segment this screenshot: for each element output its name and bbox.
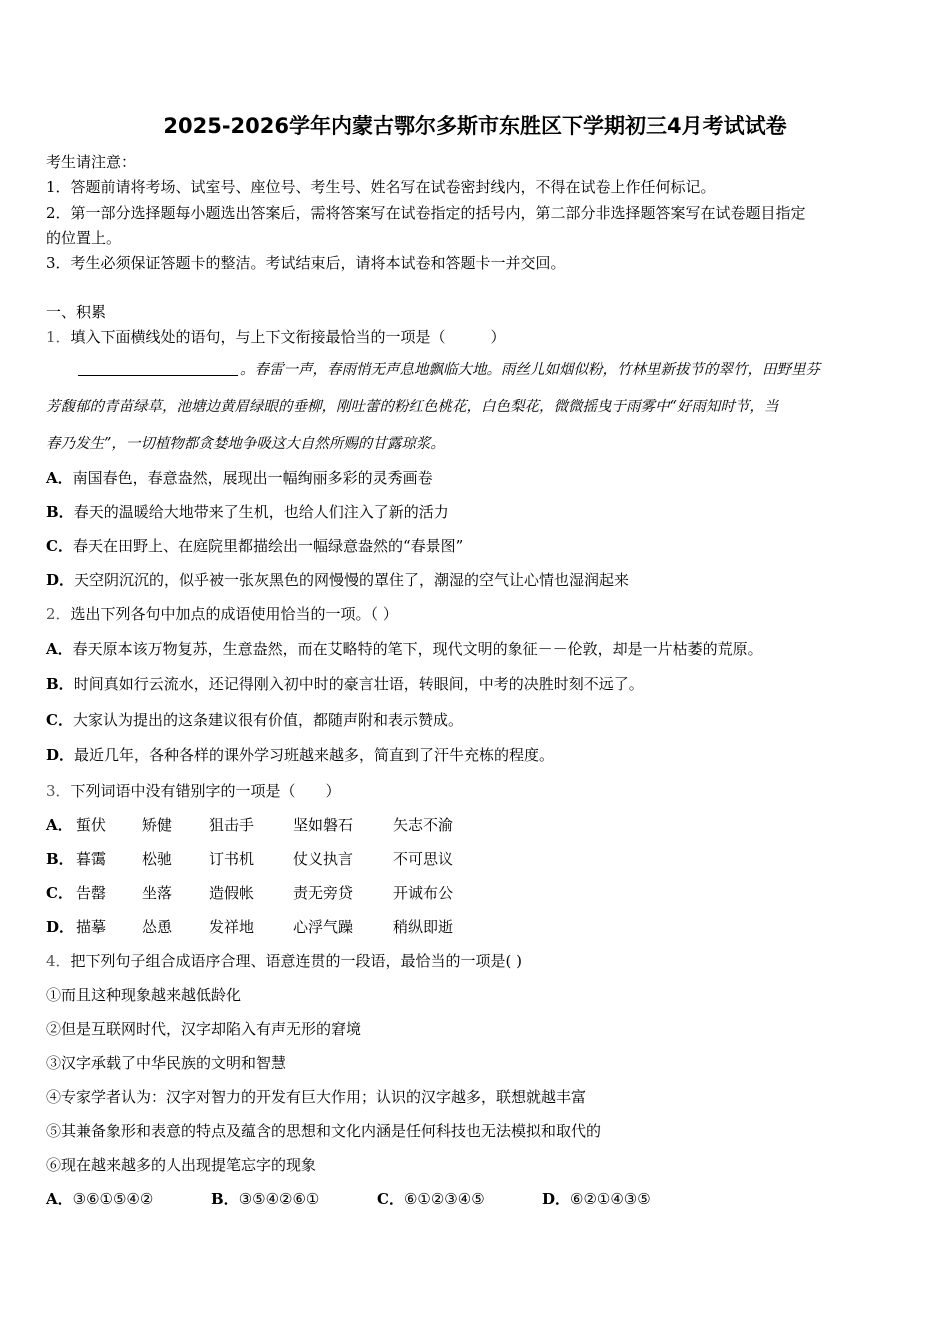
- question-3-option-c: [46, 883, 453, 903]
- option-text: 时间真如行云流水，还记得刚入初中时的豪言壮语，转眼间，中考的决胜时刻不远了。: [73, 675, 644, 693]
- word: 告罄: [76, 884, 107, 902]
- question-3-option-d: [46, 917, 453, 937]
- question-4-stem: [46, 951, 522, 971]
- option-text: 南国春色，春意盎然，展现出一幅绚丽多彩的灵秀画卷: [72, 469, 433, 487]
- passage-text: 。春雷一声，春雨悄无声息地飘临大地。雨丝儿如烟似粉，竹林里新拔节的翠竹，田野里芬: [240, 362, 820, 378]
- question-4-sentence-6: ⑥现在越来越多的人出现提笔忘字的现象: [46, 1156, 317, 1174]
- question-2-option-c: [46, 710, 463, 730]
- question-3-text: 下列词语中没有错别字的一项是（ ）: [70, 782, 341, 800]
- question-2-number: 2．: [46, 605, 71, 623]
- question-3-number: 3．: [46, 782, 71, 800]
- question-4-sentence-3: ③汉字承载了中华民族的文明和智慧: [46, 1054, 287, 1072]
- option-text: ⑥①②③④⑤: [403, 1190, 485, 1208]
- option-label: A．: [46, 1190, 73, 1208]
- option-label: D．: [46, 571, 75, 589]
- question-4-number: 4．: [46, 952, 71, 970]
- option-text: 春天原本该万物复苏，生意盎然，而在艾略特的笔下，现代文明的象征－－伦敦，却是一片枯萎的荒原。: [72, 640, 763, 658]
- option-text: 大家认为提出的这条建议很有价值，都随声附和表示赞成。: [72, 711, 463, 729]
- word: 暮霭: [76, 850, 107, 868]
- question-1-passage-line-3: 春乃发生”，一切植物都贪婪地争吸这大自然所赐的甘露琼浆。: [46, 436, 445, 452]
- question-1-text: 填入下面横线处的语句，与上下文衔接最恰当的一项是（ ）: [70, 328, 506, 346]
- question-3-option-a: [46, 815, 453, 835]
- option-label: B．: [46, 850, 74, 868]
- question-4-options: [46, 1189, 651, 1209]
- option-text: ⑥②①④③⑤: [570, 1190, 651, 1208]
- notice-item-2-line-2: 的位置上。: [46, 229, 122, 247]
- question-1-option-a: [46, 468, 433, 488]
- option-text: 春天的温暖给大地带来了生机，也给人们注入了新的活力: [73, 503, 449, 521]
- option-label: A．: [46, 816, 73, 834]
- word: 仗义执言: [293, 850, 354, 868]
- question-1-option-d: [46, 570, 629, 590]
- option-label: D．: [46, 918, 75, 936]
- question-1-passage-line-1: [78, 360, 820, 380]
- word: 描摹: [76, 918, 107, 936]
- question-2-text: 选出下列各句中加点的成语使用恰当的一项。（ ）: [70, 605, 398, 623]
- option-text: 天空阴沉沉的，似乎被一张灰黑色的网慢慢的罩住了，潮湿的空气让心情也湿润起来: [74, 571, 630, 589]
- option-text: 最近几年，各种各样的课外学习班越来越多，简直到了汗牛充栋的程度。: [74, 746, 555, 764]
- option-label: B．: [211, 1190, 239, 1208]
- question-2-option-b: [46, 674, 644, 694]
- word: 心浮气躁: [293, 918, 354, 936]
- word: 责无旁贷: [293, 884, 354, 902]
- question-4-option-b: [211, 1189, 377, 1209]
- word: 矢志不渝: [393, 816, 454, 834]
- question-1-option-b: [46, 502, 449, 522]
- question-4-sentence-2: ②但是互联网时代，汉字却陷入有声无形的窘境: [46, 1020, 362, 1038]
- question-3-stem: [46, 781, 341, 801]
- question-4-text: 把下列句子组合成语序合理、语意连贯的一段语，最恰当的一项是( ): [70, 952, 523, 970]
- word: 造假帐: [209, 884, 255, 902]
- option-text: 春天在田野上、在庭院里都描绘出一幅绿意盎然的“春景图”: [72, 537, 464, 555]
- question-1-passage-line-2: 芳馥郁的青苗绿草，池塘边黄眉绿眼的垂柳，刚吐蕾的粉红色桃花，白色梨花，微微摇曳于雨雾中“好雨知时节，当: [46, 399, 779, 415]
- question-4-sentence-5: ⑤其兼备象形和表意的特点及蕴含的思想和文化内涵是任何科技也无法模拟和取代的: [46, 1122, 602, 1140]
- option-label: C．: [46, 884, 73, 902]
- option-label: C．: [46, 711, 73, 729]
- word: 蜇伏: [76, 816, 107, 834]
- word: 松驰: [142, 850, 173, 868]
- word: 坐落: [142, 884, 173, 902]
- option-label: B．: [46, 675, 74, 693]
- word: 坚如磐石: [293, 816, 354, 834]
- notice-item-2-line-1: 2．第一部分选择题每小题选出答案后，需将答案写在试卷指定的括号内，第二部分非选择题答案写在试卷题目指定: [46, 204, 806, 222]
- question-2-stem: [46, 604, 398, 624]
- option-label: A．: [46, 640, 73, 658]
- word: 开诚布公: [393, 884, 454, 902]
- question-3-option-b: [46, 849, 453, 869]
- option-label: D．: [46, 746, 75, 764]
- option-label: C．: [377, 1190, 404, 1208]
- word: 发祥地: [209, 918, 255, 936]
- question-1-stem: [46, 327, 506, 347]
- question-4-option-c: [377, 1189, 542, 1209]
- word: 狙击手: [209, 816, 255, 834]
- question-2-option-d: [46, 745, 554, 765]
- word: 怂恿: [142, 918, 173, 936]
- option-label: B．: [46, 503, 74, 521]
- option-label: A．: [46, 469, 73, 487]
- word: 订书机: [209, 850, 255, 868]
- question-1-option-c: [46, 536, 463, 556]
- question-2-option-a: [46, 639, 763, 659]
- notice-item-1: 1．答题前请将考场、试室号、座位号、考生号、姓名写在试卷密封线内，不得在试卷上作任何标记。: [46, 178, 716, 196]
- question-4-option-a: [46, 1189, 211, 1209]
- fill-blank-line: [78, 361, 238, 376]
- notice-heading: 考生请注意：: [46, 153, 137, 171]
- question-4-sentence-4: ④专家学者认为：汉字对智力的开发有巨大作用；认识的汉字越多，联想就越丰富: [46, 1088, 587, 1106]
- section-heading: 一、积累: [46, 303, 107, 321]
- word: 稍纵即逝: [393, 918, 454, 936]
- word: 矫健: [142, 816, 173, 834]
- question-4-sentence-1: ①而且这种现象越来越低龄化: [46, 986, 242, 1004]
- option-label: D．: [542, 1190, 571, 1208]
- word: 不可思议: [393, 850, 454, 868]
- option-label: C．: [46, 537, 73, 555]
- question-1-number: 1．: [46, 328, 71, 346]
- option-text: ③⑥①⑤④②: [72, 1190, 154, 1208]
- notice-item-3: 3．考生必须保证答题卡的整洁。考试结束后，请将本试卷和答题卡一并交回。: [46, 254, 566, 272]
- exam-title: 2025-2026学年内蒙古鄂尔多斯市东胜区下学期初三4月考试试卷: [163, 114, 787, 138]
- question-4-option-d: [542, 1189, 651, 1209]
- option-text: ③⑤④②⑥①: [238, 1190, 320, 1208]
